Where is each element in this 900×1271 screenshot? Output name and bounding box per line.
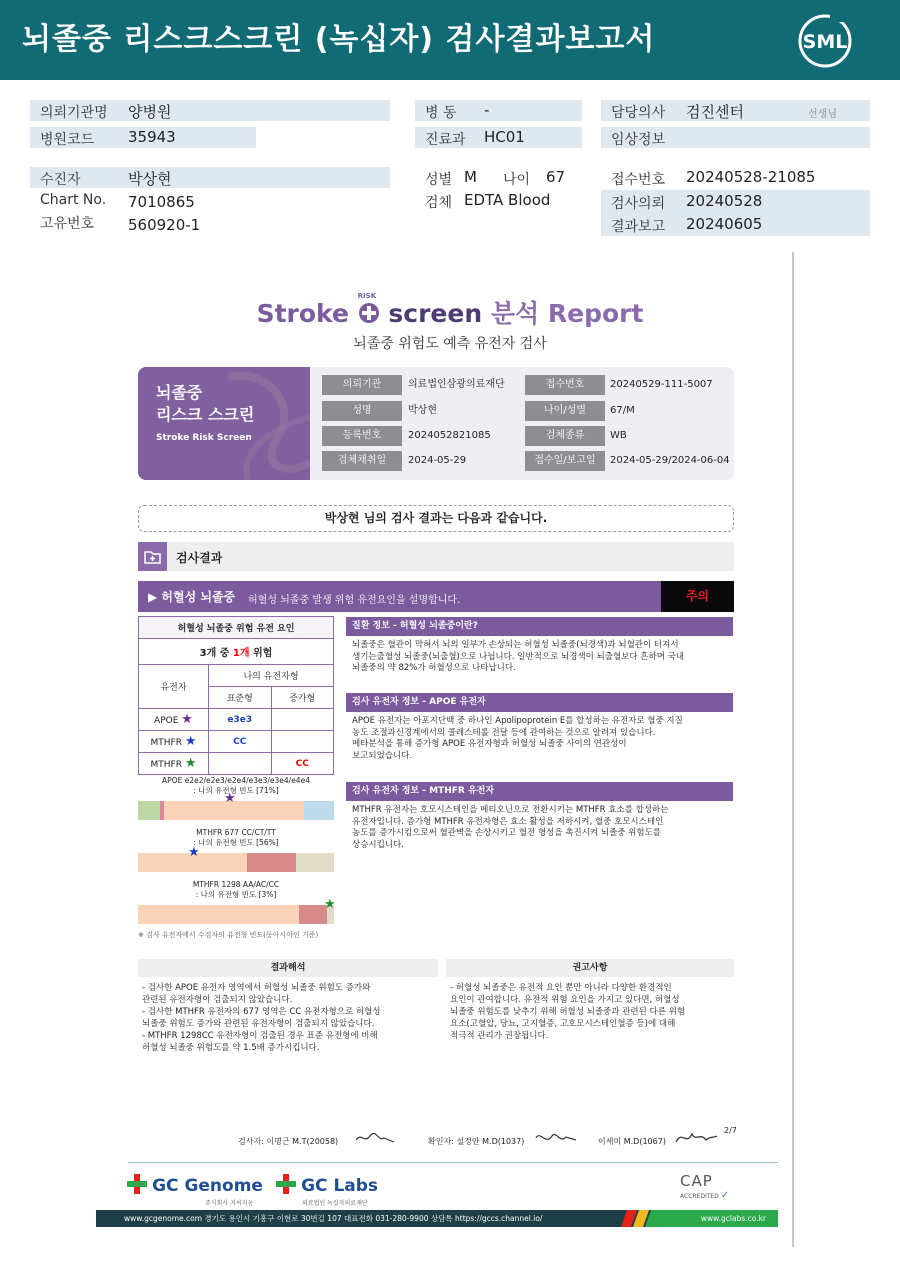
field-key: 의뢰기관 xyxy=(322,375,402,395)
mthfr-info xyxy=(346,782,733,855)
field-key: 등록번호 xyxy=(322,426,402,446)
ward-label: 병 동 xyxy=(425,105,457,121)
gc-cross-icon xyxy=(127,1174,147,1198)
page-number: 2/7 xyxy=(724,1126,737,1135)
patient-bar xyxy=(30,167,390,188)
table-title: 허혈성 뇌졸중 위험 유전 요인 xyxy=(139,617,334,639)
svg-text:SML: SML xyxy=(802,31,848,53)
sml-logo-icon xyxy=(796,12,854,70)
signer-tester: 검사자: 이명근 M.T(20058) xyxy=(238,1137,339,1146)
section-title: 검사결과 xyxy=(176,551,223,565)
report-value: 20240605 xyxy=(686,215,763,233)
text-line: 뇌졸중의 약 82%가 허혈성으로 나타납니다. xyxy=(352,663,516,673)
freq-note: ※ 검사 유전자에서 수검자의 유전형 빈도(동아시아인 기준) xyxy=(138,931,319,939)
advice-body xyxy=(446,977,734,1047)
field-value: 박상현 xyxy=(408,405,437,416)
freq-bar-apoe xyxy=(138,801,334,820)
field-key: 검체종류 xyxy=(525,426,605,446)
gene-cell xyxy=(139,709,209,731)
mthfr-info-body xyxy=(346,801,733,855)
text-line: 생기는출혈성 뇌졸중(뇌출혈)으로 나뉩니다. 일반적으로 뇌경색이 뇌출혈보다 흔하며 국내 xyxy=(352,651,685,662)
text-line: - MTHFR 1298CC 유전자형이 검출된 경우 표준 유전형에 비해 xyxy=(142,1031,378,1041)
std-cell: CC xyxy=(209,731,272,753)
text-line: - 허혈성 뇌졸중은 유전적 요인 뿐만 아니라 다양한 환경적인 xyxy=(450,983,672,993)
footer-divider xyxy=(128,1162,778,1163)
hospital-code-value: 35943 xyxy=(128,128,176,146)
doctor-suffix: 선생님 xyxy=(808,109,837,120)
status-badge: 주의 xyxy=(661,581,734,612)
section-bar xyxy=(138,542,734,571)
interpretation-body xyxy=(138,977,438,1059)
sex-value: M xyxy=(464,168,477,186)
field-key: 검체채취일 xyxy=(322,451,402,471)
table-row xyxy=(139,753,334,775)
field-value: 67/M xyxy=(610,405,635,416)
field-key: 성명 xyxy=(322,401,402,421)
patient-value: 박상현 xyxy=(128,170,172,188)
col-gene: 유전자 xyxy=(139,665,209,709)
advice xyxy=(446,959,734,1047)
text-line: 상승시킵니다. xyxy=(352,839,404,850)
field-key: 접수일/보고일 xyxy=(525,451,605,471)
gc-labs-logo xyxy=(276,1174,378,1207)
text-line: - 검사한 APOE 유전자 영역에서 허혈성 뇌졸중 위험도 증가와 xyxy=(142,983,371,993)
text-line: 유전자입니다. 증가형 MTHFR 유전자형은 효소 활성을 저하시켜, 혈중 호모시스테인 xyxy=(352,816,664,827)
text-line: 뇌졸중 위험도 증가와 관련된 유전자형이 검출되지 않았습니다. xyxy=(142,1019,375,1029)
star-icon: ★ xyxy=(184,756,197,771)
gene-name: APOE xyxy=(154,716,179,726)
brand-stroke: Stroke xyxy=(256,299,349,328)
text-line: 농도 조절과신경계에서의 콜레스테롤 전달 등에 관여하는 것으로 알려져 있습니다. xyxy=(352,727,656,738)
signature-1-icon xyxy=(354,1128,398,1148)
col-mine: 나의 유전자형 xyxy=(209,665,334,687)
apoe-info-head: 검사 유전자 정보 - APOE 유전자 xyxy=(346,693,733,712)
interpretation xyxy=(138,959,438,1059)
cap-sub xyxy=(680,1190,729,1201)
field-key: 접수번호 xyxy=(525,375,605,395)
id-label: 고유번호 xyxy=(40,216,95,232)
table-row xyxy=(139,709,334,731)
gc-genome-logo xyxy=(127,1174,263,1207)
receipt-value: 20240528-21085 xyxy=(686,168,816,186)
std-cell: e3e3 xyxy=(209,709,272,731)
hospital-code-label: 병원코드 xyxy=(40,132,95,148)
disease-info-head: 질환 정보 - 허혈성 뇌졸중이란? xyxy=(346,617,733,636)
freq-line: : 나의 유전형 빈도 [3%] xyxy=(195,890,277,899)
doctor-value: 검진센터 xyxy=(686,103,744,121)
inc-cell: CC xyxy=(271,753,334,775)
text-line: 메타분석을 통해 증가형 APOE 유전자형과 허혈성 뇌졸중 사이의 연관성이 xyxy=(352,739,627,749)
freq-line: MTHFR 677 CC/CT/TT xyxy=(196,828,276,837)
check-icon: ✓ xyxy=(720,1190,730,1201)
col-inc: 증가형 xyxy=(271,687,334,709)
text-line: - 검사한 MTHFR 유전자의 677 영역은 CC 유전자형으로 허혈성 xyxy=(142,1007,381,1017)
card-subtitle: Stroke Risk Screen xyxy=(156,433,252,443)
text-line: 허혈성 뇌졸중 위험도를 약 1.5배 증가시킵니다. xyxy=(142,1043,320,1053)
specimen-value: EDTA Blood xyxy=(464,191,551,209)
risk-cross-icon xyxy=(357,292,380,323)
inc-cell xyxy=(271,709,334,731)
specimen-label: 검체 xyxy=(425,195,453,211)
field-value: 2024052821085 xyxy=(408,430,491,441)
age-label: 나이 xyxy=(503,172,531,188)
brand-risk: RISK xyxy=(357,292,377,300)
card-title xyxy=(156,382,254,426)
request-label: 검사의뢰 xyxy=(611,196,666,212)
text-line: 보고되었습니다. xyxy=(352,750,413,761)
footer-contact: www.gcgenome.com 경기도 용인시 기흥구 이현로 30번길 107 대표전화 031-280-9900 상담톡 https://gccs.channel.io/ xyxy=(124,1214,543,1223)
page-divider xyxy=(792,252,794,1247)
cap-sub-text: ACCREDITED xyxy=(680,1193,719,1200)
text-line: 적극적 관리가 권장됩니다. xyxy=(450,1031,549,1041)
field-value: 20240529-111-5007 xyxy=(610,379,713,390)
apoe-info-body xyxy=(346,712,733,766)
report-subtitle: 뇌졸중 위험도 예측 유전자 검사 xyxy=(353,336,547,352)
field-value: 2024-05-29 xyxy=(408,455,467,466)
field-value: 2024-05-29/2024-06-04 xyxy=(610,455,730,466)
gc-labs-name: GC Labs xyxy=(301,1176,379,1196)
dept-label: 진료과 xyxy=(425,132,466,148)
disease-info xyxy=(346,617,733,679)
gc-labs-sub: 의료법인 녹십자의료재단 xyxy=(302,1200,368,1207)
brand-screen: screen xyxy=(388,299,483,328)
gene-cell xyxy=(139,731,209,753)
gene-name: MTHFR xyxy=(150,760,182,770)
gene-cell xyxy=(139,753,209,775)
table-summary xyxy=(139,639,334,665)
doctor-label: 담당의사 xyxy=(611,105,666,121)
text-line: 뇌졸중 위험도를 낮추기 위해 허혈성 뇌졸중과 관련된 다른 위험 xyxy=(450,1007,686,1017)
folder-plus-icon xyxy=(138,542,167,571)
request-value: 20240528 xyxy=(686,192,763,210)
cap-text: CAP xyxy=(680,1172,713,1190)
institution-value: 양병원 xyxy=(128,103,172,121)
gene-name: MTHFR xyxy=(150,738,182,748)
panel-description: 허혈성 뇌졸중 발생 위험 유전요인을 설명합니다. xyxy=(248,595,461,606)
freq-label-mthfr1298 xyxy=(138,880,334,900)
text-line: 뇌졸중은 혈관이 막혀서 뇌의 일부가 손상되는 허혈성 뇌졸중(뇌경색)과 뇌혈관이 터져서 xyxy=(352,640,679,650)
signature-3-icon xyxy=(674,1128,718,1148)
summary-pre: 3개 중 xyxy=(199,648,230,659)
id-value: 560920-1 xyxy=(128,216,201,234)
receipt-label: 접수번호 xyxy=(611,172,666,188)
marker-star-icon: ★ xyxy=(188,845,200,860)
freq-label-mthfr677 xyxy=(138,828,334,848)
table-row xyxy=(139,731,334,753)
mthfr-info-head: 검사 유전자 정보 - MTHFR 유전자 xyxy=(346,782,733,801)
freq-line: : 나의 유전형 빈도 [56%] xyxy=(193,838,279,847)
text-line: 요소(고혈압, 당뇨, 고지혈증, 고호모시스테인혈증 등)에 대해 xyxy=(450,1019,676,1029)
freq-line: APOE e2e2/e2e3/e2e4/e3e3/e3e4/e4e4 xyxy=(162,776,310,785)
result-notice: 박상현 님의 검사 결과는 다음과 같습니다. xyxy=(138,505,734,532)
signer-approver: 이세미 M.D(1067) xyxy=(598,1137,666,1146)
clinical-label: 임상정보 xyxy=(611,132,666,148)
chart-value: 7010865 xyxy=(128,193,195,211)
panel-title: ▶ 허혈성 뇌졸중 xyxy=(148,590,236,604)
gc-genome-name: GC Genome xyxy=(152,1176,263,1196)
card-title-2: 리스크 스크린 xyxy=(156,405,255,424)
sex-label: 성별 xyxy=(425,172,453,188)
marker-star-icon: ★ xyxy=(324,897,336,912)
summary-num: 1개 xyxy=(232,648,250,659)
freq-line: : 나의 유전형 빈도 [71%] xyxy=(193,786,279,795)
disease-info-body xyxy=(346,636,733,679)
gc-cross-icon xyxy=(276,1174,296,1198)
marker-star-icon: ★ xyxy=(224,791,236,806)
interpretation-head: 결과해석 xyxy=(138,959,438,977)
star-icon: ★ xyxy=(181,712,193,727)
freq-line: MTHFR 1298 AA/AC/CC xyxy=(192,880,280,889)
dept-value: HC01 xyxy=(484,128,525,146)
std-cell xyxy=(209,753,272,775)
report-label: 결과보고 xyxy=(611,219,666,235)
signer-reviewer: 확인자: 설정안 M.D(1037) xyxy=(428,1137,525,1146)
inc-cell xyxy=(271,731,334,753)
signature-2-icon xyxy=(534,1128,578,1148)
col-std: 표준형 xyxy=(209,687,272,709)
text-line: MTHFR 유전자는 호모시스테인을 메티오닌으로 전환시키는 MTHFR 효소를 합성하는 xyxy=(352,805,669,815)
page-title: 뇌졸중 리스크스크린 (녹십자) 검사결과보고서 xyxy=(22,22,656,57)
chart-label: Chart No. xyxy=(40,192,107,208)
brand-report: 분석 Report xyxy=(490,299,644,328)
institution-label: 의뢰기관명 xyxy=(40,105,108,121)
text-line: 요인이 관여합니다. 유전적 위험 요인을 가지고 있다면, 허혈성 xyxy=(450,995,680,1005)
gc-genome-sub: 주식회사 지씨지놈 xyxy=(205,1200,254,1207)
cap-logo xyxy=(680,1172,729,1201)
freq-label-apoe xyxy=(138,776,334,796)
patient-label: 수진자 xyxy=(40,172,81,188)
star-icon: ★ xyxy=(184,734,197,749)
ward-value: - xyxy=(484,101,490,119)
apoe-info xyxy=(346,693,733,766)
field-key: 나이/성별 xyxy=(525,401,605,421)
freq-bar-mthfr1298 xyxy=(138,905,334,924)
advice-head: 권고사항 xyxy=(446,959,734,977)
text-line: 관련된 유전자형이 검출되지 않았습니다. xyxy=(142,995,293,1005)
summary-post: 위험 xyxy=(253,648,273,659)
field-value: WB xyxy=(610,430,627,441)
footer-stripes xyxy=(615,1210,675,1227)
gene-table xyxy=(138,616,334,775)
freq-bar-mthfr677 xyxy=(138,853,334,872)
footer-website: www.gclabs.co.kr xyxy=(675,1210,778,1227)
text-line: 농도를 증가시킴으로써 혈관벽을 손상시키고 혈전 형성을 촉진시켜 뇌졸중 위험도를 xyxy=(352,828,662,838)
field-value: 의료법인삼광의료재단 xyxy=(408,379,505,390)
text-line: APOE 유전자는 아포지단백 중 하나인 Apolipoprotein E를 합성하는 유전자로 혈중 지질 xyxy=(352,716,683,726)
card-title-1: 뇌졸중 xyxy=(156,383,203,402)
age-value: 67 xyxy=(546,168,566,186)
report-logo xyxy=(0,294,900,330)
